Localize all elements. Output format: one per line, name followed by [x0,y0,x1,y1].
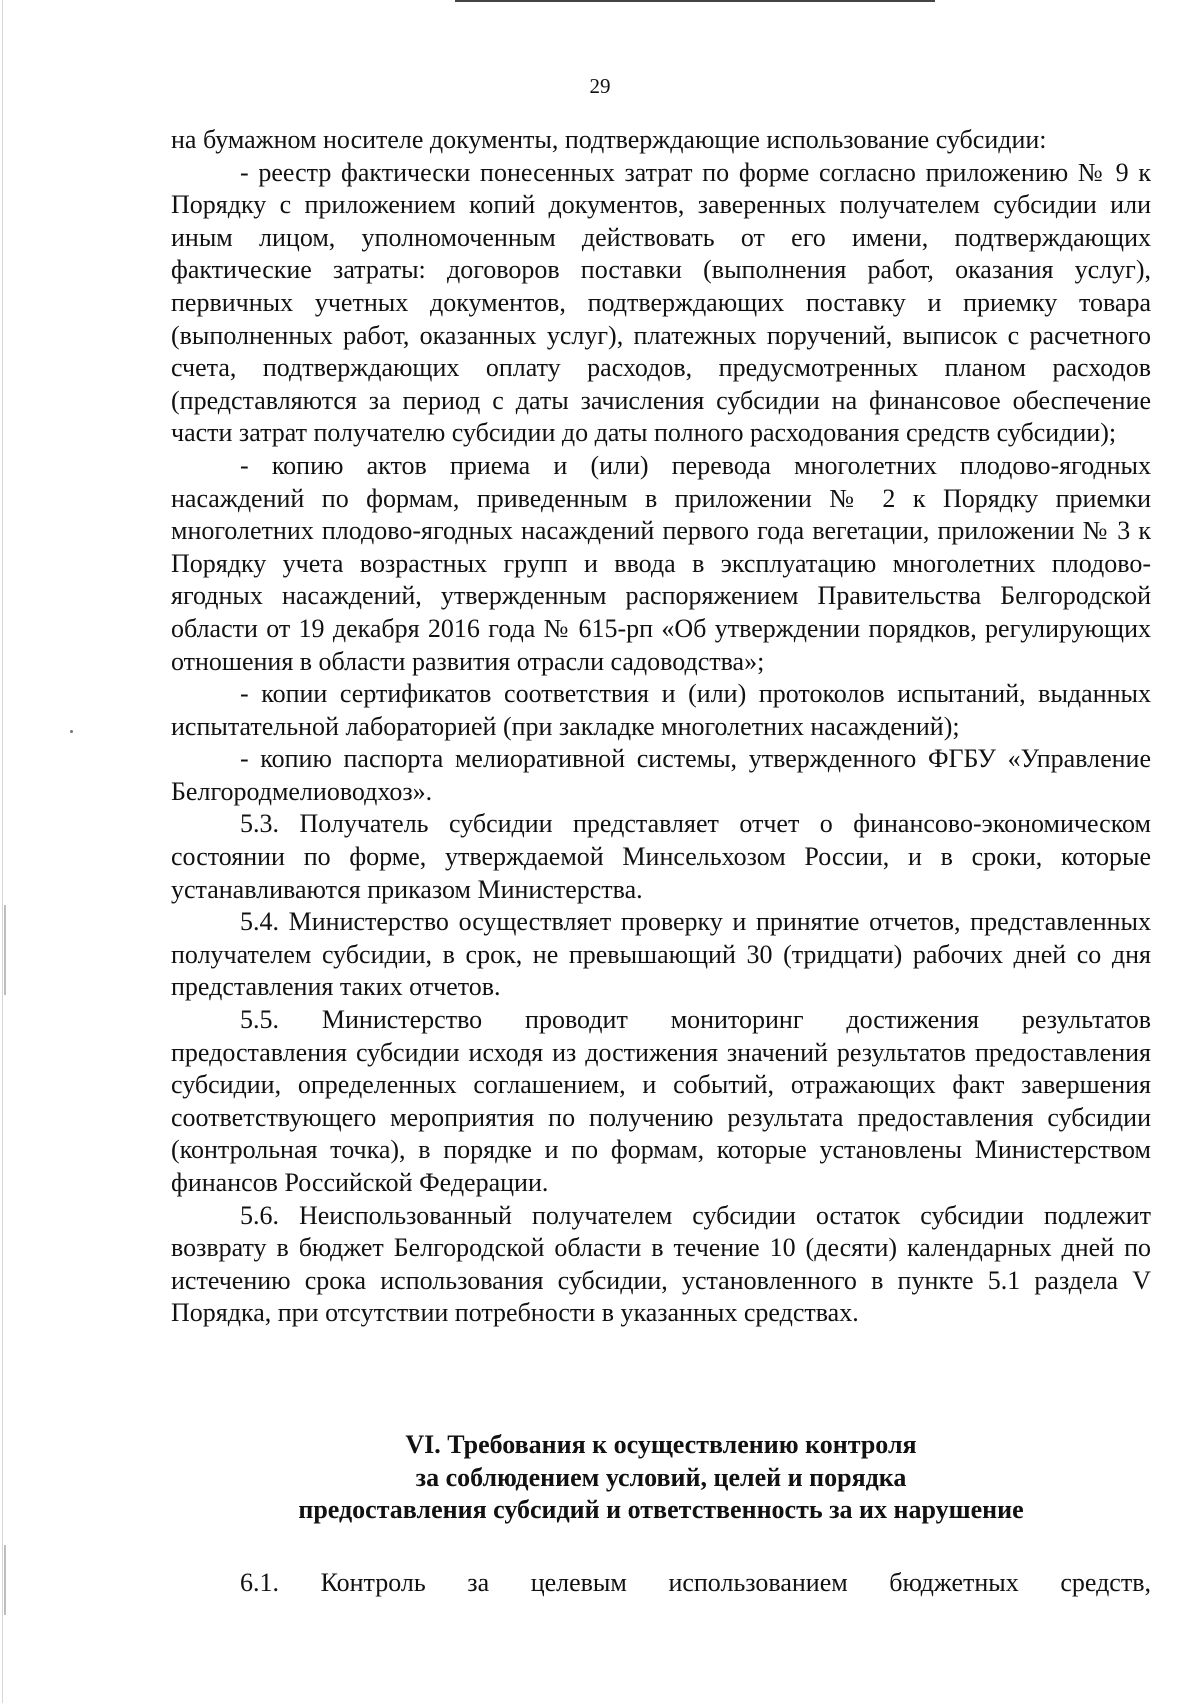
body-text-continued [171,1567,1151,1600]
section-heading-line: за соблюдением условий, целей и порядка [415,1462,907,1492]
paragraph: 5.5. Министерство проводит мониторинг достижения результатов предоставления субсидии исходя из достижения значений результатов предоставления субсидии, определенных соглашением, и событий, отражающих факт завершения соответствующего мероприятия по получению результата предоставления субсидии (контрольная точка), в порядке и по формам, которые установлены Министерством финансов Российской Федерации. [171,1005,1151,1197]
paragraph: 5.3. Получатель субсидии представляет отчет о финансово-экономическом состоянии по форме, утверждаемой Минсельхозом России, и в сроки, которые устанавливаются приказом Министерства. [171,809,1151,904]
paragraph: - копию актов приема и (или) перевода многолетних плодово-ягодных насаждений по формам, приведенным в приложении № 2 к Порядку приемки многолетних плодово-ягодных насаждений первого года вегетации, приложении № 3 к Порядку учета возрастных групп и ввода в эксплуатацию многолетних плодово-ягодных насаждений, утвержденным распоряжением Правительства Белгородской области от 19 декабря 2016 года № 615-рп «Об утверждении порядков, регулирующих отношения в области развития отрасли садоводства»; [171,450,1151,676]
paragraph: 5.6. Неиспользованный получателем субсидии остаток субсидии подлежит возврату в бюджет Белгородской области в течение 10 (десяти) календарных дней по истечению срока использования субсидии, установленного в пункте 5.1 раздела V Порядка, при отсутствии потребности в указанных средствах. [171,1200,1151,1328]
section-heading-line: VI. Требования к осуществлению контроля [405,1430,917,1459]
scan-artifact [70,730,73,733]
scan-artifact [4,1545,6,1615]
page-number: 29 [589,74,611,98]
paragraph: 5.4. Министерство осуществляет проверку и принятие отчетов, представленных получателем субсидии, в срок, не превышающий 30 (тридцати) рабочих дней со дня представления таких отчетов. [171,907,1151,1002]
scan-edge [2,0,3,1703]
paragraph: 6.1. Контроль за целевым использованием бюджетных средств, [240,1568,1151,1597]
paragraph: - копию паспорта мелиоративной системы, утвержденного ФГБУ «Управление Белгородмелиоводхоз». [171,744,1151,806]
section-heading [171,1429,1151,1527]
body-text [171,124,1151,1330]
top-rule [455,0,935,2]
paragraph: на бумажном носителе документы, подтверждающие использование субсидии: [171,125,1047,154]
section-heading-line: предоставления субсидий и ответственность за их нарушение [298,1495,1024,1525]
scan-artifact [4,905,6,995]
paragraph: - реестр фактически понесенных затрат по форме согласно приложению № 9 к Порядку с приложением копий документов, заверенных получателем субсидии или иным лицом, уполномоченным действовать от его имени, подтверждающих фактические затраты: договоров поставки (выполнения работ, оказания услуг), первичных учетных документов, подтверждающих поставку и приемку товара (выполненных работ, оказанных услуг), платежных поручений, выписок с расчетного счета, подтверждающих оплату расходов, предусмотренных планом расходов (представляются за период с даты зачисления субсидии на финансовое обеспечение части затрат получателю субсидии до даты полного расходования средств субсидии); [171,157,1151,448]
paragraph: - копии сертификатов соответствия и (или) протоколов испытаний, выданных испытательной лабораторией (при закладке многолетних насаждений); [171,679,1151,741]
